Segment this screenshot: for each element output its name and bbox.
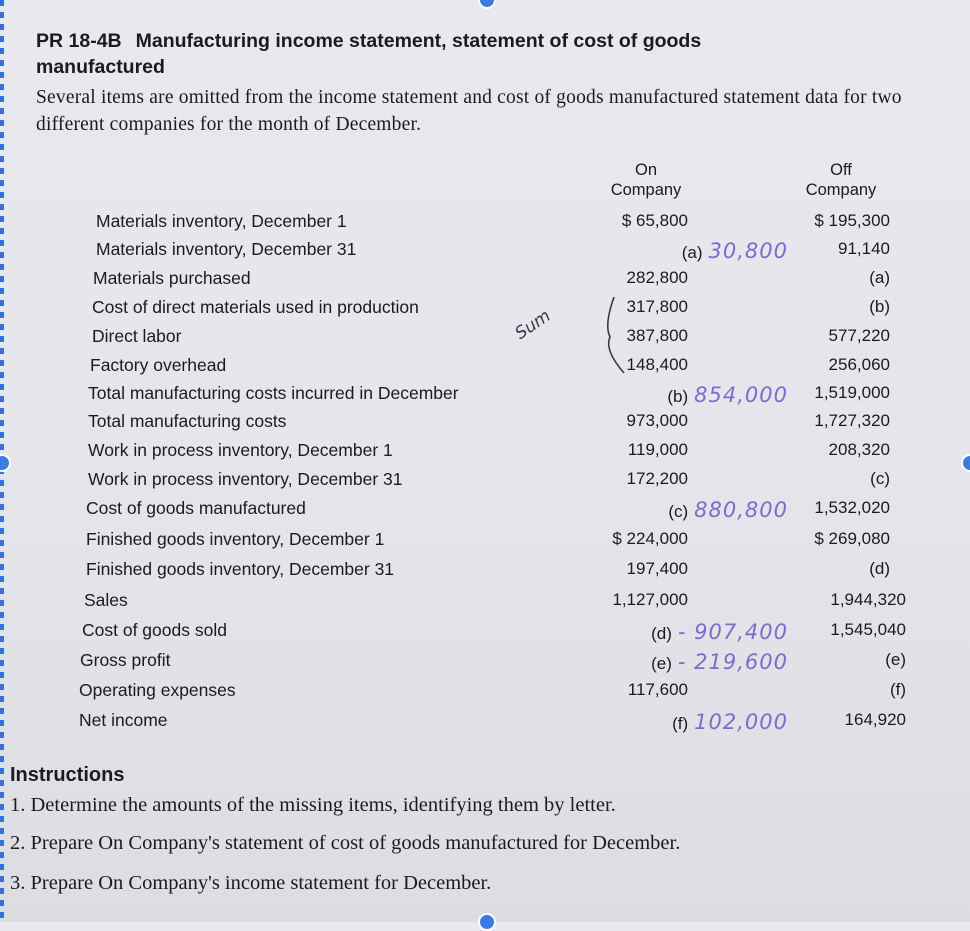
on-company-value [612, 590, 688, 610]
row-label: Total manufacturing costs [88, 411, 287, 431]
off-company-value: (f) [889, 680, 906, 699]
instruction-item: 2. Prepare On Company's statement of cost of goods manufactured for December. [10, 832, 681, 854]
on-company-printed: 148,400 [626, 355, 688, 374]
crop-handle-right[interactable] [961, 454, 970, 472]
row-label: Operating expenses [79, 680, 236, 700]
on-company-value [651, 650, 788, 674]
on-company-value [668, 498, 788, 522]
row-label: Materials inventory, December 31 [96, 239, 357, 259]
off-company-value: 1,545,040 [830, 620, 906, 639]
on-company-printed: (e) [651, 654, 672, 673]
row-label: Gross profit [80, 650, 171, 670]
off-company-value: 1,727,320 [814, 411, 890, 430]
off-company-value: 91,140 [838, 239, 890, 258]
on-company-printed: 973,000 [626, 411, 688, 430]
on-company-value [627, 297, 688, 317]
problem-intro: Several items are omitted from the income statement and cost of goods manufactured statement data for two different companies for the month of December. [36, 87, 902, 135]
crop-handle-left[interactable] [0, 454, 11, 472]
on-company-printed: $ 65,800 [621, 211, 688, 230]
on-company-value [628, 680, 688, 700]
on-company-printed: 282,800 [626, 268, 688, 287]
problem-title [36, 28, 796, 80]
off-company-value: (b) [869, 297, 890, 316]
on-company-value [651, 620, 788, 644]
on-company-value [667, 383, 788, 407]
on-company-value [627, 411, 688, 431]
on-company-printed: (a) [681, 243, 703, 262]
row-label: Finished goods inventory, December 1 [86, 529, 385, 549]
off-company-value: (a) [869, 268, 890, 287]
handwritten-answer: - 219,600 [677, 650, 788, 674]
sum-bracket [600, 295, 630, 375]
on-company-printed: $ 224,000 [612, 529, 688, 548]
on-company-printed: 117,600 [627, 680, 688, 699]
on-company-value [672, 710, 788, 734]
handwritten-sum-note: Sum [511, 306, 555, 344]
on-company-value [627, 559, 688, 579]
off-company-value: $ 269,080 [814, 529, 890, 548]
on-company-value [622, 211, 688, 231]
off-company-value: 577,220 [828, 326, 890, 345]
handwritten-answer: 880,800 [694, 498, 788, 522]
on-company-printed: (d) [651, 624, 672, 643]
on-company-value [627, 326, 688, 346]
column-header-off: Off Company [805, 161, 877, 199]
instructions-heading: Instructions [10, 764, 125, 786]
row-label: Cost of goods manufactured [86, 498, 306, 518]
row-label: Cost of direct materials used in production [92, 297, 419, 317]
on-company-printed: 172,200 [626, 469, 688, 488]
row-label: Sales [84, 590, 128, 610]
row-label: Materials inventory, December 1 [96, 211, 347, 231]
handwritten-answer: - 907,400 [677, 620, 788, 644]
row-label: Net income [79, 710, 168, 730]
handwritten-answer: 854,000 [694, 383, 788, 407]
row-label: Direct labor [92, 326, 182, 346]
on-company-value [627, 355, 688, 375]
on-company-printed: (c) [668, 502, 689, 521]
on-company-printed: 1,127,000 [612, 590, 688, 609]
problem-heading: Manufacturing income statement, statement of cost of goods manufactured [36, 30, 702, 78]
on-company-printed: (f) [672, 714, 689, 733]
on-company-printed: 387,800 [626, 326, 688, 345]
handwritten-answer: 30,800 [708, 239, 788, 263]
problem-code: PR 18-4B [36, 30, 122, 52]
off-company-value: 256,060 [828, 355, 890, 374]
row-label: Factory overhead [90, 355, 227, 375]
row-label: Total manufacturing costs incurred in December [88, 383, 459, 403]
row-label: Finished goods inventory, December 31 [86, 559, 395, 579]
off-company-value: 164,920 [844, 710, 906, 729]
on-company-value [612, 529, 688, 549]
off-company-value: (c) [870, 469, 890, 488]
off-company-value: $ 195,300 [814, 211, 890, 230]
off-company-value: 1,519,000 [814, 383, 890, 402]
instruction-item: 1. Determine the amounts of the missing items, identifying them by letter. [10, 794, 616, 816]
on-company-value [628, 440, 688, 460]
row-label: Cost of goods sold [82, 620, 227, 640]
on-company-printed: (b) [667, 387, 689, 406]
on-company-printed: 317,800 [626, 297, 688, 316]
on-company-value [627, 268, 688, 288]
on-company-printed: 197,400 [626, 559, 688, 578]
off-company-value: 1,944,320 [830, 590, 906, 609]
off-company-value: (e) [885, 650, 906, 669]
column-header-on: On Company [610, 161, 682, 199]
on-company-value [682, 239, 788, 263]
crop-handle-bottom[interactable] [478, 913, 496, 931]
handwritten-answer: 102,000 [694, 710, 788, 734]
on-company-value [627, 469, 688, 489]
crop-handle-top[interactable] [478, 0, 496, 9]
row-label: Materials purchased [93, 268, 251, 288]
off-company-value: 1,532,020 [814, 498, 890, 517]
row-label: Work in process inventory, December 31 [88, 469, 403, 489]
instruction-item: 3. Prepare On Company's income statement for December. [10, 872, 492, 894]
on-company-printed: 119,000 [627, 440, 688, 459]
off-company-value: (d) [869, 559, 890, 578]
row-label: Work in process inventory, December 1 [88, 440, 393, 460]
off-company-value: 208,320 [828, 440, 890, 459]
